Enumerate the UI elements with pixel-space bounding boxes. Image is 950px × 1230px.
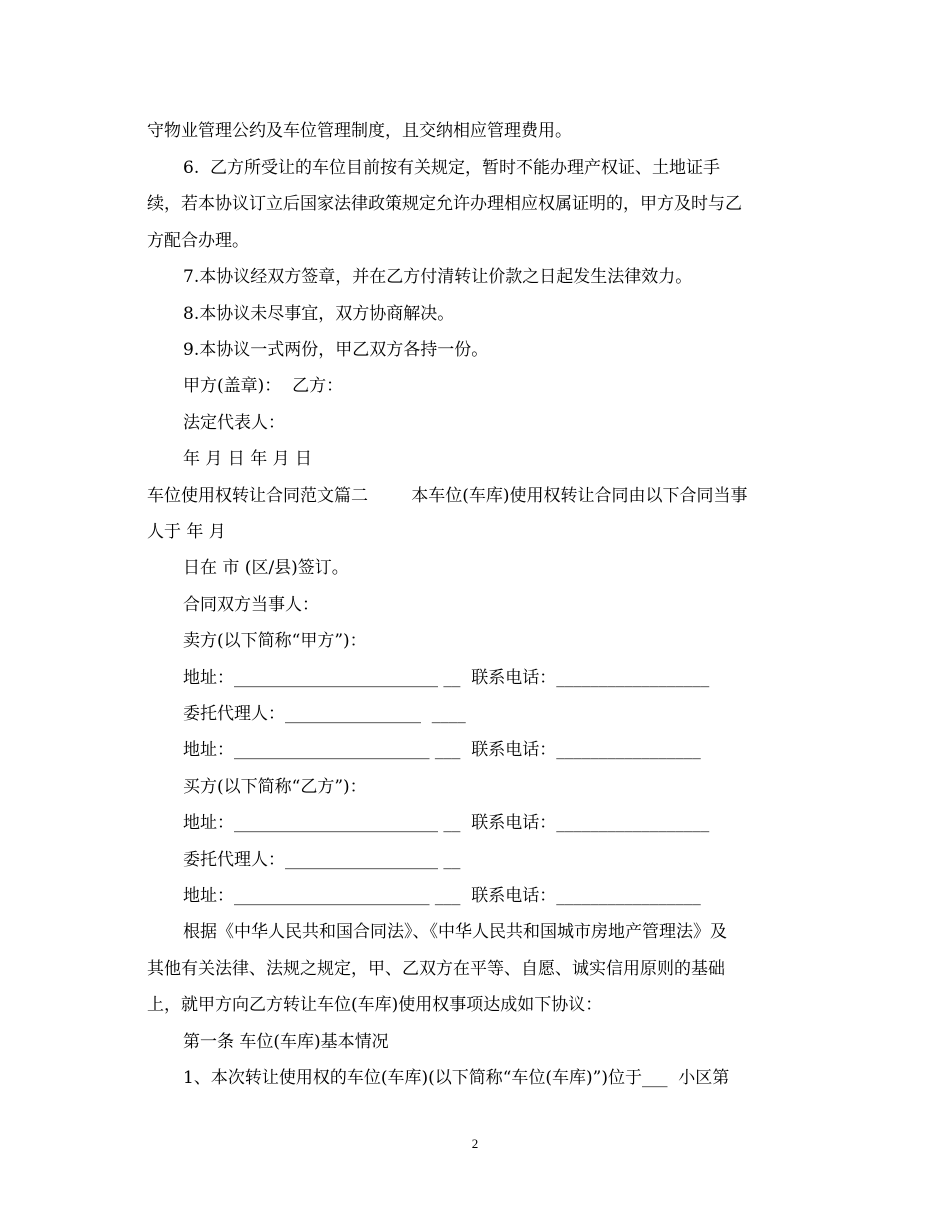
form-line: 地址：________________________ __ 联系电话：__________________ — [183, 813, 710, 833]
text-line: 方配合办理。 — [147, 231, 249, 251]
text-line: 上，就甲方向乙方转让车位(车库)使用权事项达成如下协议： — [147, 995, 603, 1015]
text-line: 年 月 日 年 月 日 — [183, 449, 313, 469]
text-line: 1、本次转让使用权的车位(车库)(以下简称“车位(车库)”)位于___ 小区第 — [183, 1068, 730, 1088]
form-line: 委托代理人：________________ ____ — [183, 704, 466, 724]
form-line: 地址：_______________________ ___ 联系电话：_________________ — [183, 740, 701, 760]
text-line: 根据《中华人民共和国合同法》、《中华人民共和国城市房地产管理法》及 — [183, 922, 727, 942]
section-heading: 第一条 车位(车库)基本情况 — [183, 1032, 389, 1052]
text-line: 买方(以下简称“乙方”)： — [183, 777, 367, 797]
text-line: 守物业管理公约及车位管理制度，且交纳相应管理费用。 — [147, 121, 572, 141]
text-line: 法定代表人： — [183, 413, 285, 433]
text-line: 7.本协议经双方签章，并在乙方付清转让价款之日起发生法律效力。 — [183, 267, 693, 287]
text-line: 8.本协议未尽事宜，双方协商解决。 — [183, 304, 455, 324]
text-line: 车位使用权转让合同范文篇二 本车位(车库)使用权转让合同由以下合同当事 — [147, 486, 748, 506]
text-line: 合同双方当事人： — [183, 595, 319, 615]
page-number: 2 — [471, 1136, 479, 1151]
form-line: 地址：_______________________ ___ 联系电话：_________________ — [183, 886, 701, 906]
text-line: 人于 年 月 — [147, 522, 226, 542]
text-line: 9.本协议一式两份，甲乙双方各持一份。 — [183, 340, 489, 360]
text-line: 甲方(盖章)： 乙方： — [183, 376, 344, 396]
text-line: 日在 市 (区/县)签订。 — [183, 558, 349, 578]
form-line: 委托代理人：__________________ __ — [183, 850, 461, 870]
text-line: 续，若本协议订立后国家法律政策规定允许办理相应权属证明的，甲方及时与乙 — [147, 194, 742, 214]
text-line: 6. 乙方所受让的车位目前按有关规定，暂时不能办理产权证、土地证手 — [183, 158, 721, 178]
text-line: 卖方(以下简称“甲方”)： — [183, 631, 367, 651]
text-line: 其他有关法律、法规之规定，甲、乙双方在平等、自愿、诚实信用原则的基础 — [147, 959, 725, 979]
form-line: 地址：________________________ __ 联系电话：__________________ — [183, 668, 710, 688]
